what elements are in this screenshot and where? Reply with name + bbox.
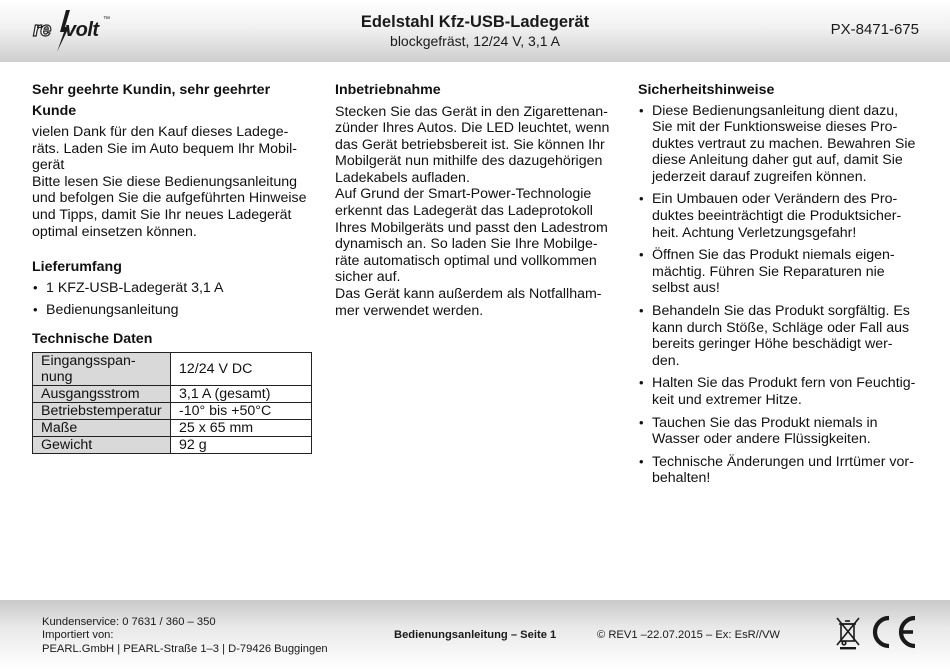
table-row [33, 403, 312, 420]
importer-address: PEARL.GmbH | PEARL-Straße 1–3 | D-79426 Buggingen [42, 642, 328, 655]
table-row [33, 353, 312, 386]
table-cell-key: Gewicht [33, 437, 171, 454]
safety-item-line: Sie mit der Funktionsweise dieses Pro- [652, 119, 898, 136]
safety-item-line: heit. Achtung Verletzungsgefahr! [652, 224, 857, 241]
logo-text-volt: volt [65, 19, 99, 41]
setup-line: dynamisch an. So laden Sie Ihre Mobilge- [335, 236, 598, 253]
intro-line: vielen Dank für den Kauf dieses Ladege- [32, 124, 289, 140]
safety-item [638, 247, 922, 297]
setup-line: Ihres Mobilgeräts und passt den Ladestrom [335, 219, 608, 236]
safety-item-line: den. [652, 352, 680, 369]
column-left [32, 80, 314, 454]
bullet-icon: • [639, 453, 644, 469]
setup-line: räte automatisch optimal und vollkommen [335, 252, 597, 269]
intro-line: räts. Laden Sie im Auto bequem Ihr Mobil- [32, 140, 297, 157]
column-right [638, 80, 922, 493]
table-cell-value: 12/24 V DC [171, 353, 312, 386]
safety-item-line: Diese Bedienungsanleitung dient dazu, [652, 102, 899, 119]
safety-item-line: Halten Sie das Produkt fern von Feuchtig- [652, 375, 916, 392]
table-cell-value: -10° bis +50°C [171, 403, 312, 420]
table-row [33, 437, 312, 454]
list-item-text: Bedienungsanleitung [46, 302, 179, 319]
setup-line: Das Gerät kann außerdem als Notfallham- [335, 286, 602, 303]
setup-line: Ladekabels aufladen. [335, 169, 470, 186]
logo-text-re: re [33, 19, 51, 41]
scope-heading: Lieferumfang [32, 259, 122, 276]
setup-line: erkennt das Ladegerät das Ladeprotokoll [335, 203, 593, 220]
setup-paragraph [335, 104, 620, 320]
bullet-icon: • [639, 414, 644, 430]
page-header [0, 0, 950, 62]
bullet-icon: • [33, 302, 38, 318]
list-item-text: 1 KFZ-USB-Ladegerät 3,1 A [46, 279, 224, 296]
safety-item-line: diese Anleitung daher gut auf, damit Sie [652, 152, 903, 169]
bullet-icon: • [639, 191, 644, 207]
intro-line: und befolgen Sie die aufgeführten Hinweise [32, 190, 307, 207]
setup-line: sicher auf. [335, 269, 401, 286]
greeting-heading [32, 80, 314, 121]
safety-item-line: bereits geringer Höhe beschädigt wer- [652, 336, 893, 353]
footer-contact [42, 616, 328, 656]
ce-mark-icon [869, 614, 919, 650]
table-row [33, 386, 312, 403]
safety-item-line: Wasser oder andere Flüssigkeiten. [652, 431, 871, 448]
safety-item [638, 375, 922, 408]
brand-logo [33, 8, 113, 52]
safety-item-line: selbst aus! [652, 280, 720, 297]
document-subtitle: blockgefräst, 12/24 V, 3,1 A [390, 33, 560, 49]
setup-line: mer verwendet werden. [335, 302, 484, 319]
logo-trademark: ™ [103, 16, 110, 23]
safety-item-line: Öffnen Sie das Produkt niemals eigen- [652, 247, 895, 264]
intro-line: gerät [32, 157, 65, 174]
intro-line: Bitte lesen Sie diese Bedienungsanleitung [32, 173, 298, 190]
table-cell-key: Betriebstemperatur [33, 403, 171, 420]
column-middle [335, 80, 620, 319]
scope-list [32, 280, 314, 319]
greeting-line: Sehr geehrte Kundin, sehr geehrter [32, 82, 271, 98]
greeting-line: Kunde [32, 102, 77, 119]
safety-item [638, 303, 922, 369]
safety-item-line: mächtig. Führen Sie Reparaturen nie [652, 263, 885, 280]
safety-item [638, 454, 922, 487]
safety-item [638, 103, 922, 186]
safety-item-line: kann durch Stöße, Schläge oder Fall aus [652, 319, 910, 336]
tech-data-heading: Technische Daten [32, 330, 153, 347]
table-cell-value: 25 x 65 mm [171, 420, 312, 437]
setup-line: zünder Ihres Autos. Die LED leuchtet, wenn [335, 120, 610, 137]
safety-item-line: Ein Umbauen oder Verändern des Pro- [652, 191, 898, 208]
setup-line: Stecken Sie das Gerät in den Zigarettenan- [335, 103, 608, 120]
bullet-icon: • [639, 102, 644, 118]
revision-info: © REV1 –22.07.2015 – Ex: EsR//VW [597, 629, 780, 641]
bullet-icon: • [639, 375, 644, 391]
table-cell-value: 92 g [171, 437, 312, 454]
customer-service: Kundenservice: 0 7631 / 360 – 350 [42, 616, 216, 628]
table-cell-key [33, 353, 171, 386]
safety-item-line: keit und extremer Hitze. [652, 392, 802, 408]
weee-bin-icon [835, 614, 861, 650]
bullet-icon: • [639, 247, 644, 263]
safety-item-line: jederzeit darauf zugreifen können. [652, 168, 867, 185]
safety-item-line: Tauchen Sie das Produkt niemals in [652, 414, 878, 431]
key-line: nung [41, 369, 73, 386]
tech-data-table [32, 352, 312, 454]
safety-item [638, 415, 922, 448]
setup-line: Auf Grund der Smart-Power-Technologie [335, 186, 592, 203]
safety-item-line: Technische Änderungen und Irrtümer vor- [652, 453, 914, 470]
table-row [33, 420, 312, 437]
bullet-icon: • [33, 279, 38, 295]
list-item [32, 280, 314, 297]
page-footer [0, 600, 950, 669]
table-cell-key: Ausgangsstrom [33, 386, 171, 403]
safety-item-line: behalten! [652, 470, 711, 487]
safety-heading: Sicherheitshinweise [638, 82, 775, 98]
importer-label: Importiert von: [42, 629, 114, 642]
setup-line: Mobilgerät nun mithilfe des dazugehörigen [335, 153, 603, 170]
safety-item [638, 191, 922, 241]
document-title: Edelstahl Kfz-USB-Ladegerät [360, 13, 590, 31]
table-cell-value: 3,1 A (gesamt) [171, 386, 312, 403]
table-cell-key: Maße [33, 420, 171, 437]
setup-heading: Inbetriebnahme [335, 82, 441, 98]
page-number: Bedienungsanleitung – Seite 1 [394, 629, 557, 641]
product-code: PX-8471-675 [830, 21, 919, 38]
safety-item-line: duktes vertraut zu machen. Bewahren Sie [652, 135, 916, 152]
bullet-icon: • [639, 303, 644, 319]
list-item [32, 302, 314, 319]
safety-list [638, 103, 922, 487]
safety-item-line: Behandeln Sie das Produkt sorgfältig. Es [652, 303, 910, 320]
intro-line: und Tipps, damit Sie Ihr neues Ladegerät [32, 206, 292, 223]
safety-item-line: duktes beeinträchtigt die Produktsicher- [652, 208, 902, 225]
intro-paragraph [32, 124, 314, 240]
key-line: Eingangsspan- [41, 353, 136, 370]
intro-line: optimal einsetzen können. [32, 223, 197, 240]
setup-line: das Gerät betriebsbereit ist. Sie können Ihr [335, 136, 605, 153]
